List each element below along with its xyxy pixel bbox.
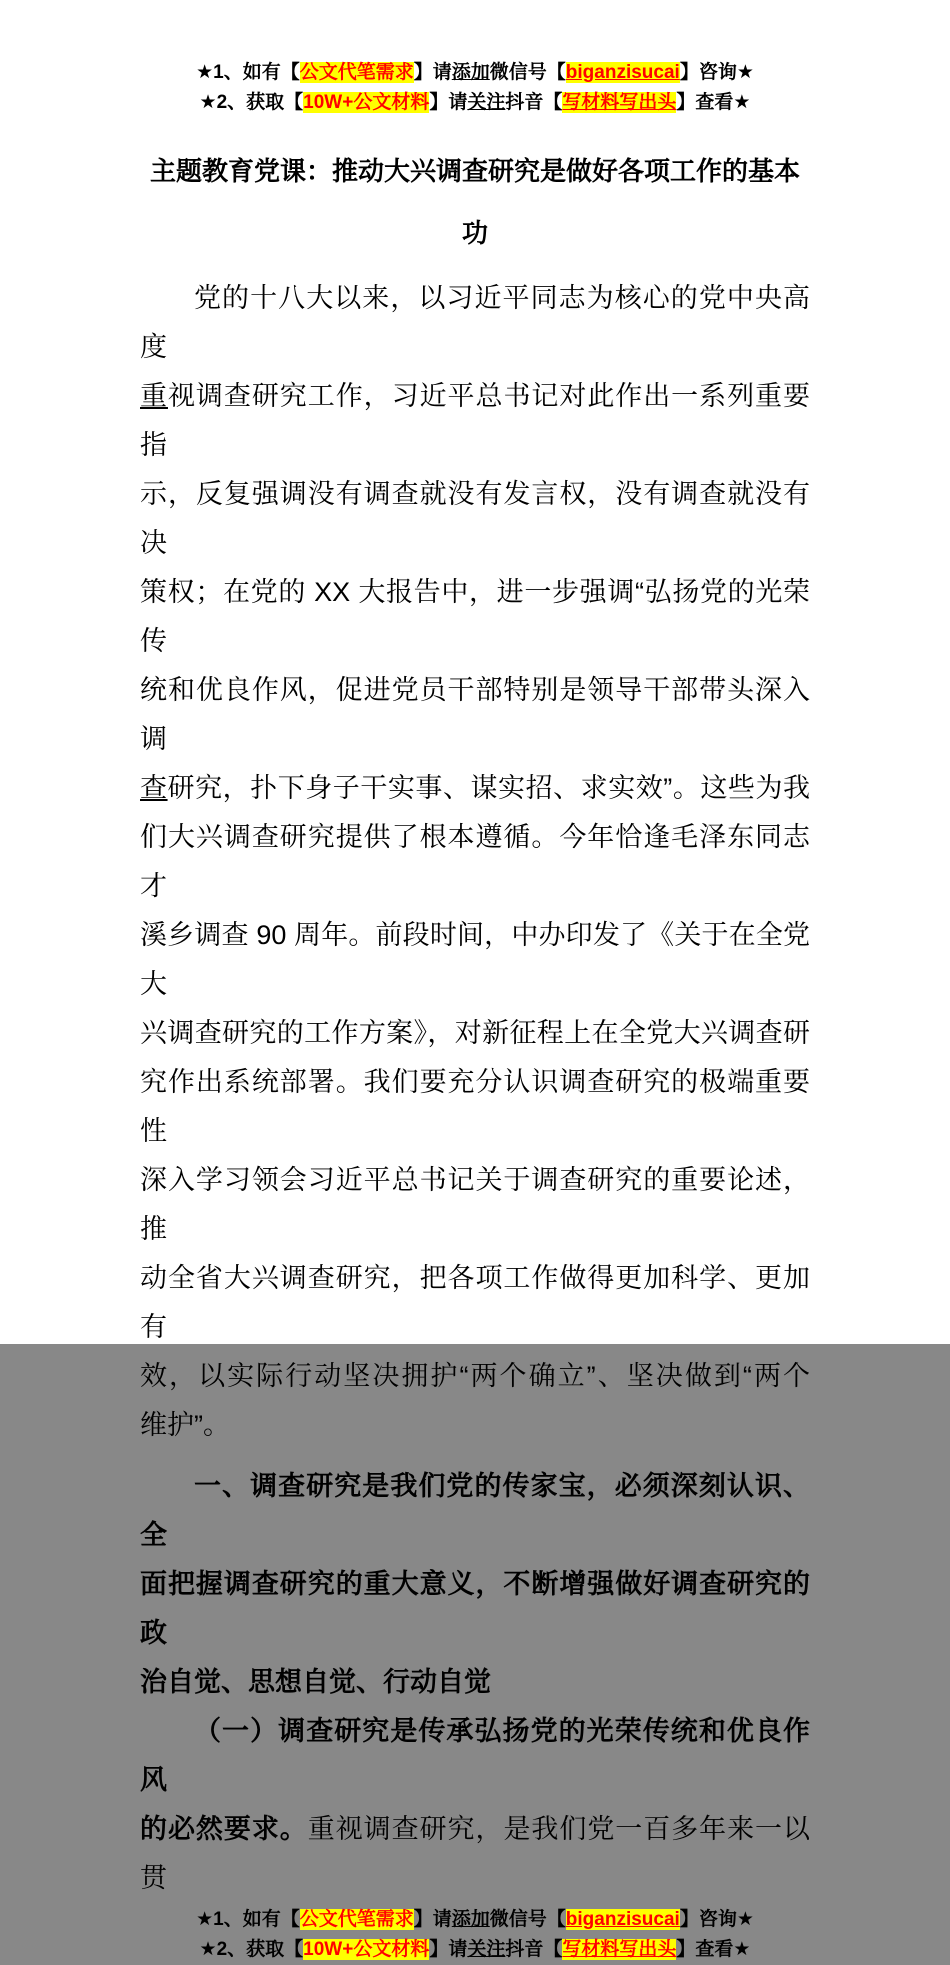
text-segment: ★1、如有【 — [196, 62, 300, 83]
text-segment: 策权；在党的 XX 大报告中，进一步强调“弘扬党的光荣传 — [140, 577, 810, 656]
text-segment: 】查看★ — [676, 1939, 751, 1960]
text-line — [140, 764, 810, 813]
text-segment: 抖音【 — [505, 92, 563, 113]
paragraph-subsection-1 — [140, 1707, 810, 1903]
text-segment: 统和优良作风，促进党员干部特别是领导干部带头深入调 — [140, 675, 810, 754]
text-line — [140, 1805, 810, 1903]
text-line — [140, 568, 810, 666]
text-segment: 微信号【 — [489, 62, 566, 83]
text-segment: 添加 — [451, 1909, 490, 1930]
text-line — [140, 1462, 810, 1560]
text-segment: 治自觉、思想自觉、行动自觉 — [140, 1667, 491, 1697]
text-line — [140, 1401, 810, 1450]
text-segment: 研究，扑下身子干实事、谋实招、求实效”。这些为我 — [167, 773, 810, 803]
text-segment: 一、调查研究是我们党的传家宝，必须深刻认识、全 — [140, 1471, 810, 1550]
text-segment: 示，反复强调没有调查就没有发言权，没有调查就没有决 — [140, 479, 810, 558]
document-title — [140, 140, 810, 264]
text-segment: biganzisucai — [565, 1909, 680, 1930]
text-segment: 维护”。 — [140, 1410, 230, 1440]
text-line — [140, 1707, 810, 1805]
text-line — [140, 1009, 810, 1058]
text-line — [140, 1156, 810, 1254]
text-segment: 抖音【 — [505, 1939, 563, 1960]
text-line — [0, 88, 950, 118]
heading-section-1 — [140, 1462, 810, 1707]
text-line — [140, 1254, 810, 1352]
text-segment: 重 — [140, 381, 168, 411]
text-segment: 视调查研究工作，习近平总书记对此作出一系列重要指 — [140, 381, 811, 460]
text-segment: 】咨询★ — [679, 62, 754, 83]
text-line — [140, 1560, 810, 1658]
text-segment: 面把握调查研究的重大意义，不断增强做好调查研究的政 — [140, 1569, 810, 1648]
text-segment: 10W+公文材料 — [303, 1939, 430, 1960]
footer-promo-banner — [0, 1905, 950, 1965]
text-line — [140, 274, 810, 372]
text-segment: ★2、获取【 — [199, 92, 304, 113]
text-segment: 】请 — [429, 1939, 468, 1960]
text-segment: 写材料写出头 — [562, 92, 677, 113]
text-line — [0, 1935, 950, 1965]
text-segment: 】请 — [429, 92, 468, 113]
text-segment: 究作出系统部署。我们要充分认识调查研究的极端重要性 — [140, 1067, 810, 1146]
text-segment: ★2、获取【 — [199, 1939, 304, 1960]
text-line — [0, 58, 950, 88]
text-segment: 效，以实际行动坚决拥护“两个确立”、坚决做到“两个 — [140, 1361, 810, 1391]
text-segment: 】请 — [413, 1909, 452, 1930]
paragraph-intro — [140, 274, 810, 1450]
text-segment: 公文代笔需求 — [299, 62, 414, 83]
text-segment: 党的十八大以来，以习近平同志为核心的党中央高度 — [140, 283, 810, 362]
document-body — [140, 274, 810, 1903]
text-segment: 微信号【 — [489, 1909, 566, 1930]
text-segment: 添加 — [451, 62, 490, 83]
text-line — [140, 813, 810, 911]
header-promo-banner — [0, 58, 950, 118]
text-segment: 溪乡调查 90 周年。前段时间，中办印发了《关于在全党大 — [140, 920, 810, 999]
text-segment: 关注 — [467, 1939, 506, 1960]
text-line — [140, 1658, 810, 1707]
text-line — [0, 1905, 950, 1935]
text-segment: ★1、如有【 — [196, 1909, 300, 1930]
text-segment: 深入学习领会习近平总书记关于调查研究的重要论述，推 — [140, 1165, 810, 1244]
text-line — [140, 1058, 810, 1156]
text-segment: 】请 — [413, 62, 452, 83]
text-segment: （一）调查研究是传承弘扬党的光荣传统和优良作风 — [140, 1716, 810, 1795]
text-segment: 】咨询★ — [679, 1909, 754, 1930]
text-segment: biganzisucai — [565, 62, 680, 83]
text-segment: 查 — [140, 773, 168, 803]
text-segment: 的必然要求。 — [140, 1814, 308, 1844]
text-segment: 10W+公文材料 — [303, 92, 430, 113]
text-segment: 功 — [461, 218, 488, 248]
text-segment: 动全省大兴调查研究，把各项工作做得更加科学、更加有 — [140, 1263, 810, 1342]
text-segment: 主题教育党课：推动大兴调查研究是做好各项工作的基本 — [149, 156, 800, 186]
text-segment: 兴调查研究的工作方案》，对新征程上在全党大兴调查研 — [140, 1018, 810, 1048]
text-line — [140, 666, 810, 764]
text-line — [140, 372, 810, 470]
text-segment: 写材料写出头 — [562, 1939, 677, 1960]
text-segment: 】查看★ — [676, 92, 751, 113]
text-line — [140, 470, 810, 568]
text-line — [140, 140, 810, 202]
text-segment: 公文代笔需求 — [299, 1909, 414, 1930]
text-line — [140, 911, 810, 1009]
text-line — [140, 1352, 810, 1401]
text-segment: 重视调查研究，是我们党一百多年来一以贯 — [140, 1814, 811, 1893]
text-line — [140, 202, 810, 264]
text-segment: 们大兴调查研究提供了根本遵循。今年恰逢毛泽东同志才 — [140, 822, 810, 901]
text-segment: 关注 — [467, 92, 506, 113]
